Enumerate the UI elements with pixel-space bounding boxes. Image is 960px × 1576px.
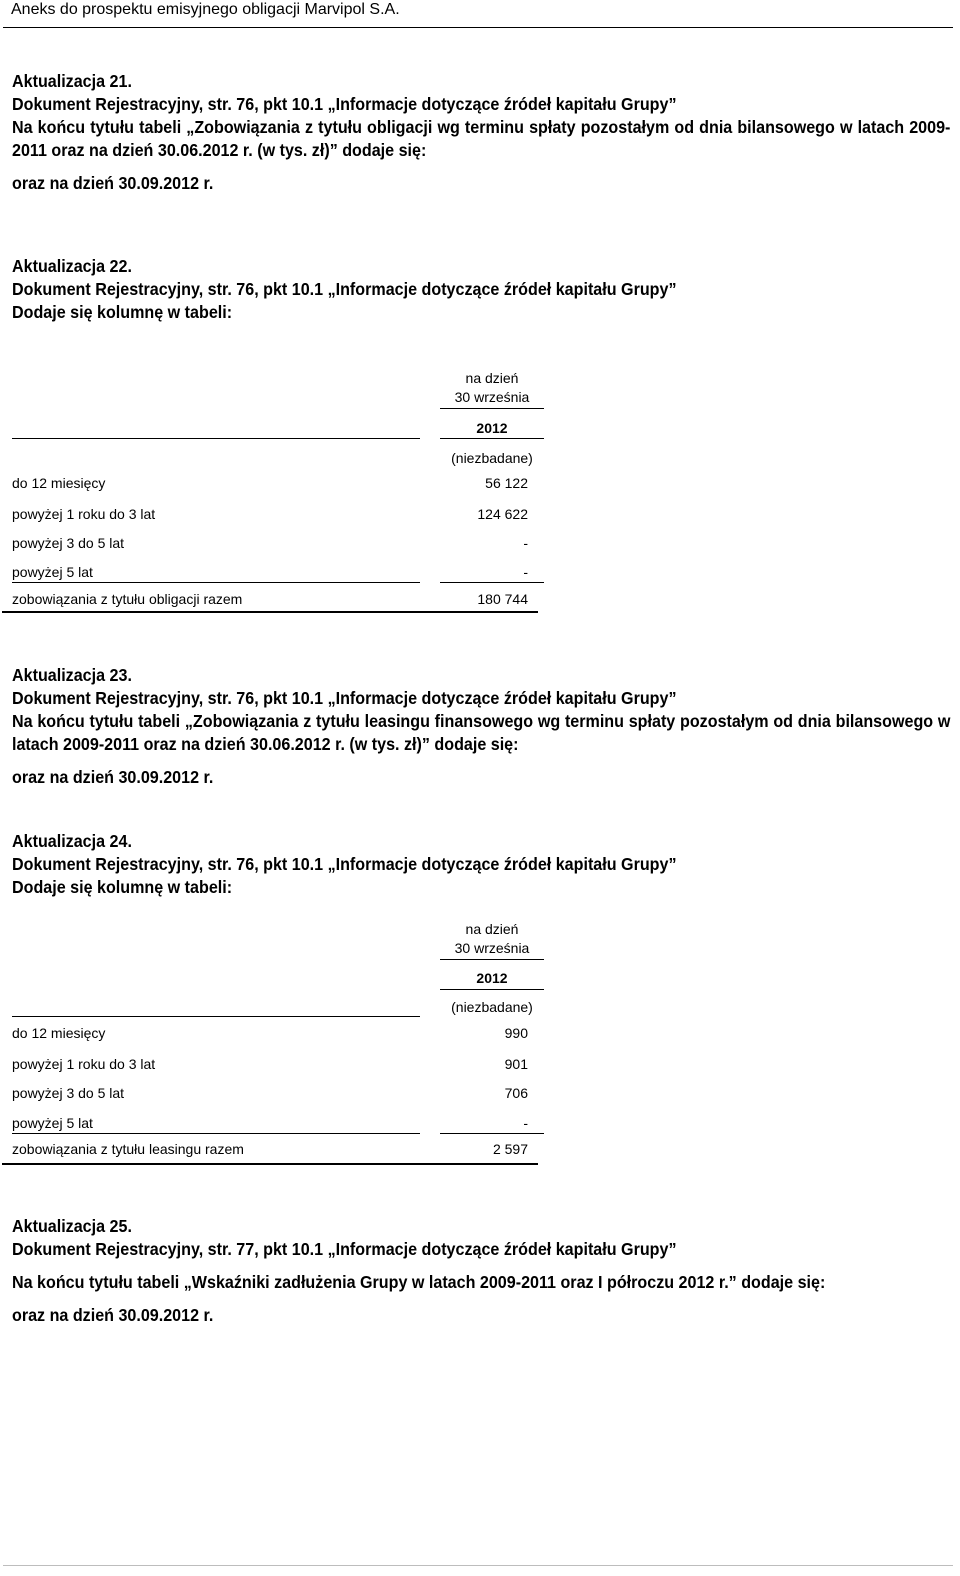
table-row-value: 901: [504, 1056, 528, 1072]
table-row-value: -: [523, 535, 528, 551]
table-total-value: 180 744: [477, 591, 528, 607]
update-instruction: Na końcu tytułu tabeli „Zobowiązania z tytułu leasingu finansowego wg terminu spłaty pozostałym od dnia bilansowego w latach 2009-2011 oraz na dzień 30.06.2012 r. (w tys. zł)” dodaje się:: [12, 711, 951, 754]
table-row-value: 56 122: [485, 475, 528, 491]
table-row-value: -: [523, 1115, 528, 1131]
header-rule: [440, 408, 544, 409]
header-divider: [3, 27, 953, 28]
subtotal-rule: [12, 582, 420, 583]
bonds-maturity-table: [12, 370, 538, 620]
subtotal-rule: [12, 1133, 420, 1134]
update-title: Aktualizacja 22.: [12, 256, 132, 276]
update-title: Aktualizacja 24.: [12, 831, 132, 851]
column-header-year: 2012: [476, 420, 508, 436]
update-23: [12, 664, 950, 789]
table-row-value: 990: [504, 1025, 528, 1041]
update-instruction: Na końcu tytułu tabeli „Zobowiązania z tytułu obligacji wg terminu spłaty pozostałym od dnia bilansowego w latach 2009-2011 oraz na dzień 30.06.2012 r. (w tys. zł)” dodaje się:: [12, 117, 951, 160]
update-24: [12, 830, 950, 899]
update-instruction: Dodaje się kolumnę w tabeli:: [12, 302, 233, 322]
update-reference: Dokument Rejestracyjny, str. 76, pkt 10.1 „Informacje dotyczące źródeł kapitału Grupy”: [12, 688, 677, 708]
table-row-label: do 12 miesięcy: [12, 1025, 106, 1041]
table-row-label: powyżej 3 do 5 lat: [12, 1085, 125, 1101]
table-row-label: powyżej 1 roku do 3 lat: [12, 506, 156, 522]
label-column-rule: [12, 1016, 420, 1017]
update-addition: oraz na dzień 30.09.2012 r.: [12, 173, 214, 193]
table-row-value: 124 622: [477, 506, 528, 522]
table-row-label: powyżej 5 lat: [12, 1115, 93, 1131]
header-rule: [440, 438, 544, 439]
update-instruction: Dodaje się kolumnę w tabeli:: [12, 877, 233, 897]
table-row-value: 706: [504, 1085, 528, 1101]
column-header-date-line1: na dzień: [465, 370, 519, 386]
column-header-date-line2: 30 września: [454, 940, 530, 956]
table-total-label: zobowiązania z tytułu obligacji razem: [12, 591, 243, 607]
table-total-value: 2 597: [492, 1141, 528, 1157]
table-row-label: powyżej 3 do 5 lat: [12, 535, 125, 551]
total-rule: [2, 1163, 538, 1165]
table-row-value: -: [523, 564, 528, 580]
column-header-audit-status: (niezbadane): [451, 450, 533, 466]
header-rule: [440, 959, 544, 960]
column-header-audit-status: (niezbadane): [451, 999, 533, 1015]
update-addition: oraz na dzień 30.09.2012 r.: [12, 767, 214, 787]
label-column-rule: [12, 438, 420, 439]
column-header-year: 2012: [476, 970, 508, 986]
document-title: Aneks do prospektu emisyjnego obligacji Marvipol S.A.: [11, 1, 400, 18]
leasing-maturity-table: [12, 921, 538, 1171]
footer-divider: [3, 1565, 953, 1566]
update-reference: Dokument Rejestracyjny, str. 77, pkt 10.1 „Informacje dotyczące źródeł kapitału Grupy”: [12, 1239, 677, 1259]
update-title: Aktualizacja 25.: [12, 1216, 132, 1236]
column-header-date-line2: 30 września: [454, 389, 530, 405]
update-reference: Dokument Rejestracyjny, str. 76, pkt 10.1 „Informacje dotyczące źródeł kapitału Grupy”: [12, 279, 677, 299]
table-row-label: do 12 miesięcy: [12, 475, 106, 491]
subtotal-rule: [440, 1133, 544, 1134]
table-row-label: powyżej 1 roku do 3 lat: [12, 1056, 156, 1072]
update-25: [12, 1215, 950, 1327]
total-rule: [2, 611, 538, 613]
update-instruction: Na końcu tytułu tabeli „Wskaźniki zadłużenia Grupy w latach 2009-2011 oraz I półroczu 2012 r.” dodaje się:: [12, 1272, 826, 1292]
update-21: [12, 70, 950, 195]
update-22: [12, 255, 950, 324]
update-reference: Dokument Rejestracyjny, str. 76, pkt 10.1 „Informacje dotyczące źródeł kapitału Grupy”: [12, 94, 677, 114]
header-rule: [440, 989, 544, 990]
update-title: Aktualizacja 21.: [12, 71, 132, 91]
table-total-label: zobowiązania z tytułu leasingu razem: [12, 1141, 244, 1157]
table-row-label: powyżej 5 lat: [12, 564, 93, 580]
page-header: [11, 0, 400, 20]
update-reference: Dokument Rejestracyjny, str. 76, pkt 10.1 „Informacje dotyczące źródeł kapitału Grupy”: [12, 854, 677, 874]
update-title: Aktualizacja 23.: [12, 665, 132, 685]
subtotal-rule: [440, 582, 544, 583]
update-addition: oraz na dzień 30.09.2012 r.: [12, 1305, 214, 1325]
column-header-date-line1: na dzień: [465, 921, 519, 937]
